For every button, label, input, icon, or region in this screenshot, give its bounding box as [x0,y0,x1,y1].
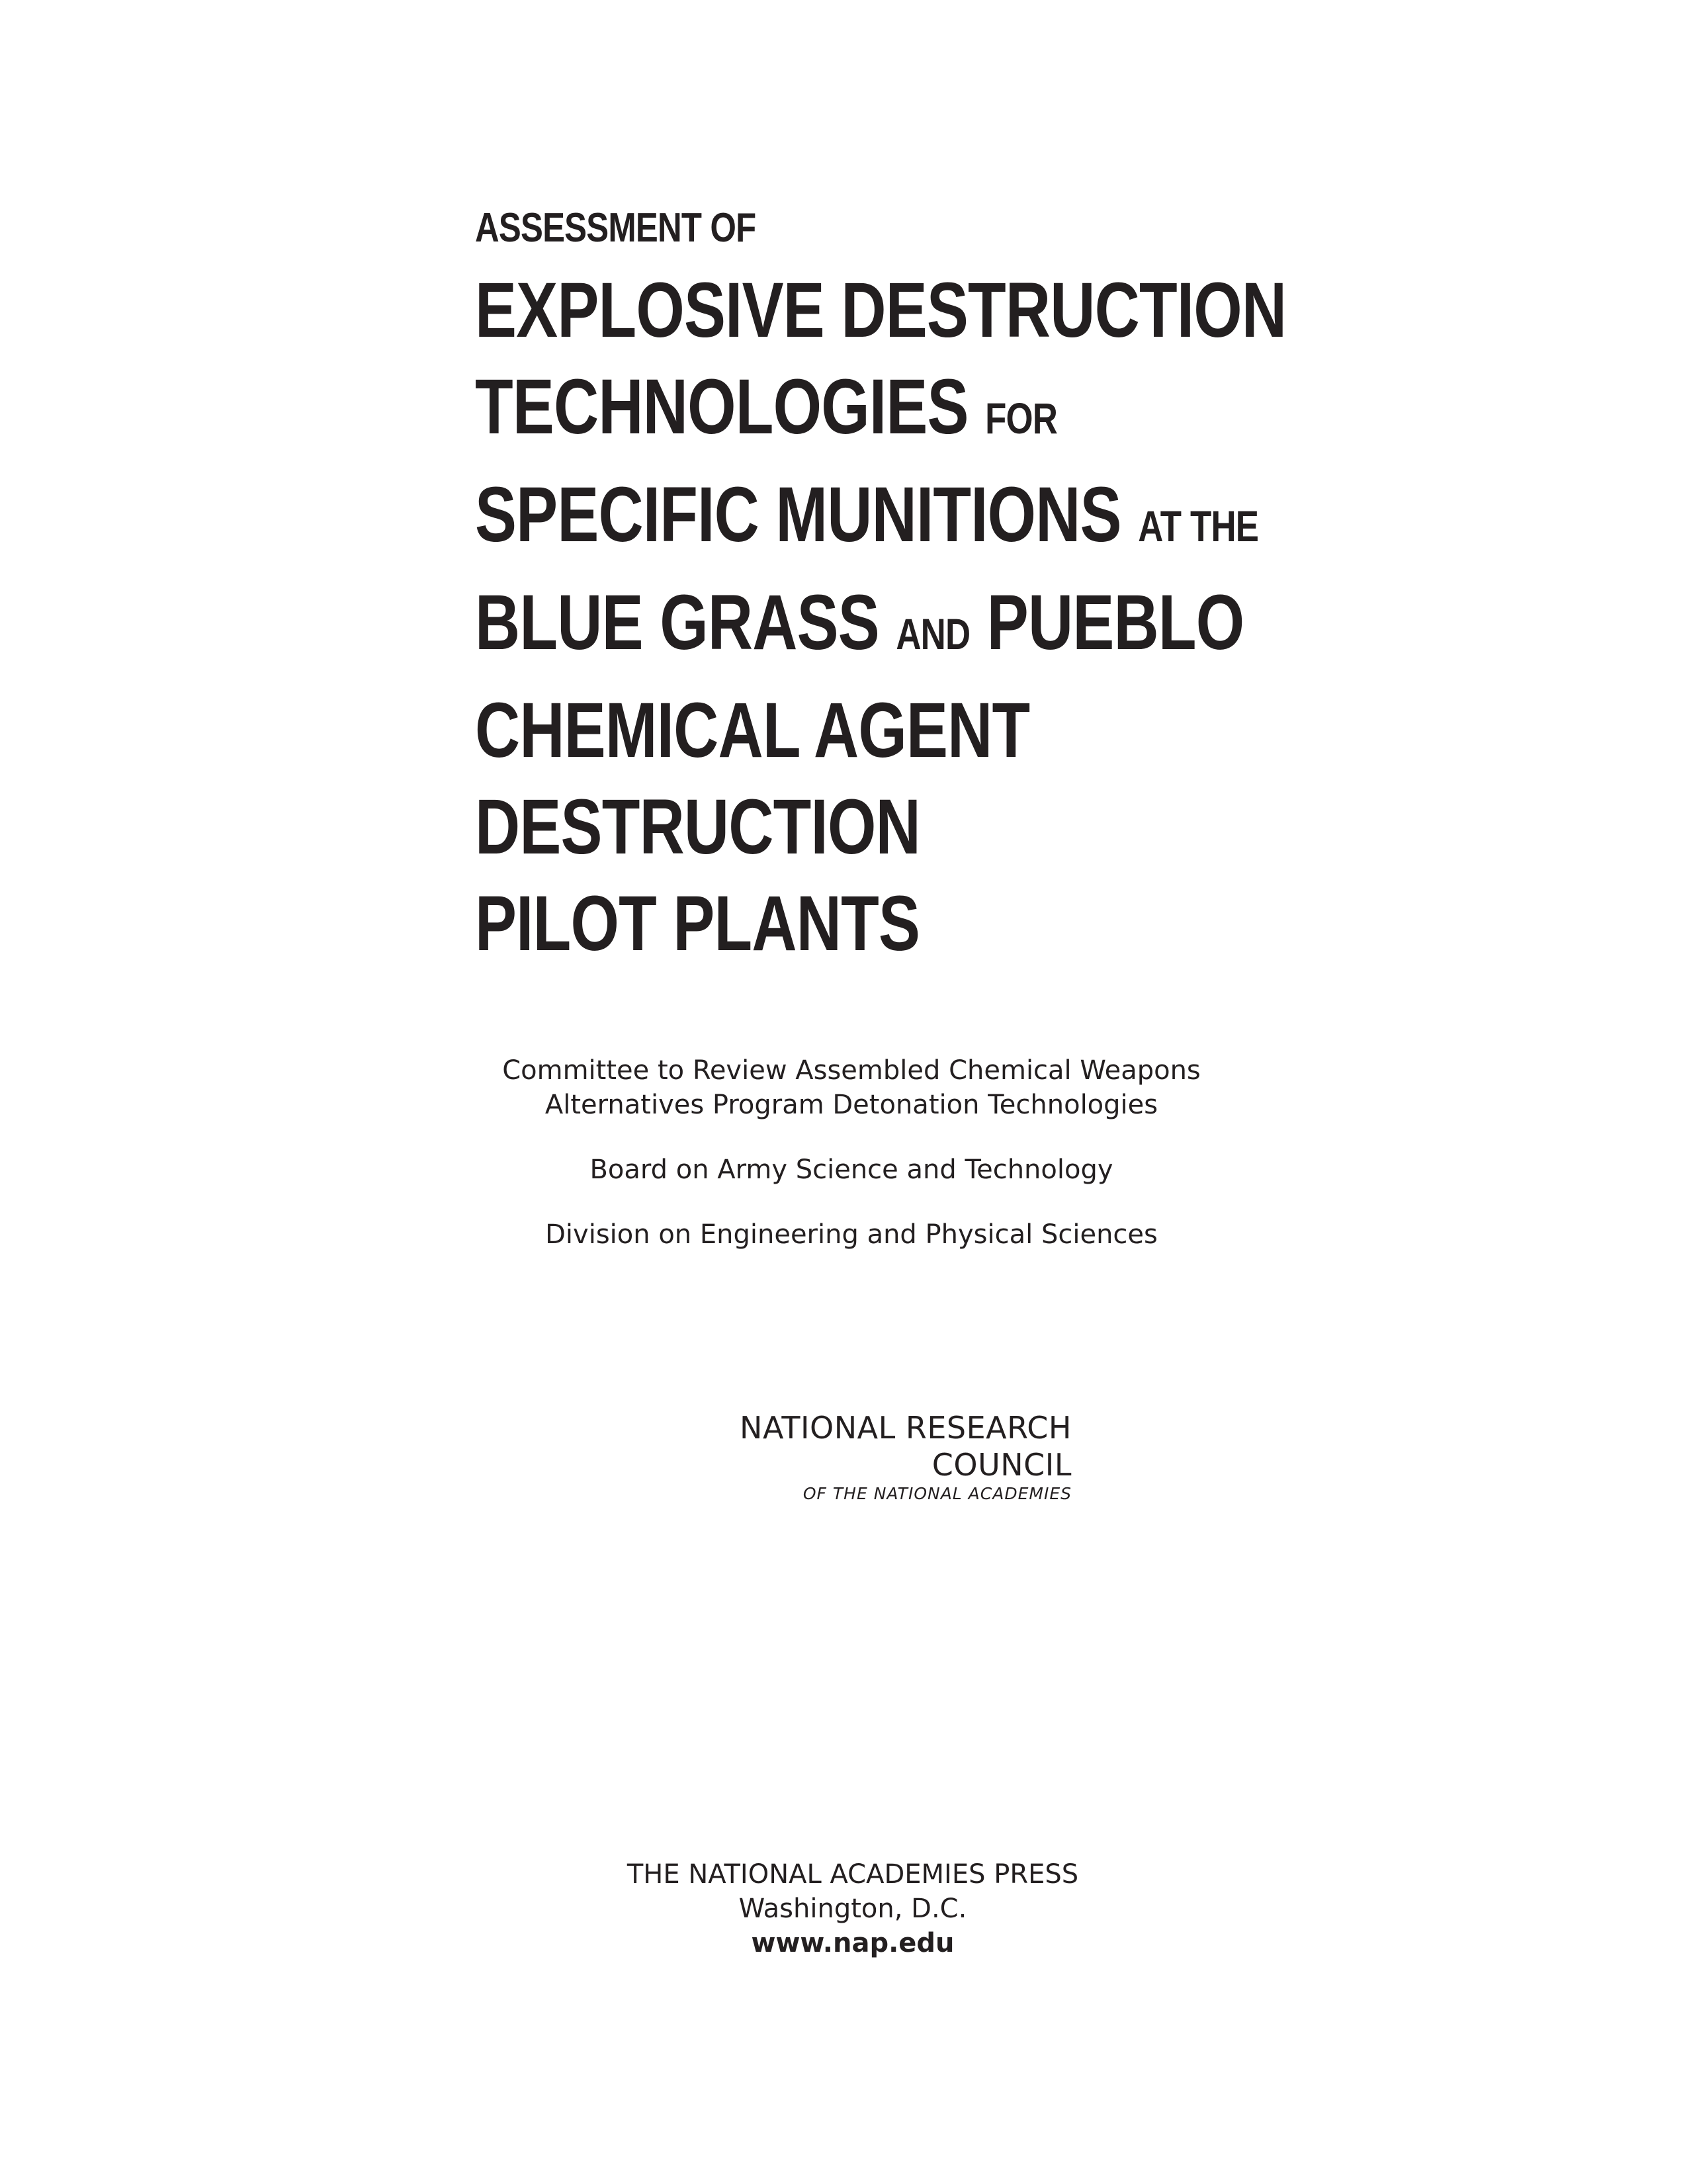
title-line-2 [475,359,1269,466]
title-line-6 [475,779,1269,875]
publisher-block [0,1857,1687,1960]
committee-line-2: Alternatives Program Detonation Technologies [544,1090,1158,1120]
title-line-4-small: AND [896,609,971,658]
publisher-name: THE NATIONAL ACADEMIES PRESS [627,1859,1079,1890]
title-line-2-small: FOR [985,394,1058,443]
title-line-7-main: PILOT PLANTS [475,880,920,967]
title-line-1-main: EXPLOSIVE DESTRUCTION [475,267,1287,354]
title-line-3-main: SPECIFIC MUNITIONS [475,471,1121,558]
title-kicker: ASSESSMENT OF [475,205,756,251]
title-line-7 [475,875,1269,972]
title-line-5-main: CHEMICAL AGENT [475,687,1030,774]
title-line-2-main: TECHNOLOGIES [475,363,969,451]
committee-block [0,1053,1687,1252]
title-line-1 [475,262,1287,359]
title-line-3 [475,466,1269,574]
committee-line-1: Committee to Review Assembled Chemical Weapons [502,1055,1201,1086]
title-line-6-main: DESTRUCTION [475,783,920,871]
council-name: NATIONAL RESEARCH COUNCIL [740,1410,1072,1483]
title-line-5 [475,682,1269,779]
title-line-3-small: AT THE [1138,502,1259,550]
council-subtitle: OF THE NATIONAL ACADEMIES [802,1484,1072,1503]
board-name: Board on Army Science and Technology [589,1155,1113,1185]
division-name: Division on Engineering and Physical Sciences [545,1219,1158,1250]
publisher-url: www.nap.edu [751,1928,955,1958]
council-block [622,1409,1072,1505]
title-line-4-main2: PUEBLO [986,579,1244,666]
report-title [475,198,1467,972]
title-line-4 [475,574,1269,682]
title-line-4-main: BLUE GRASS [475,579,879,666]
publisher-city: Washington, D.C. [738,1894,967,1924]
